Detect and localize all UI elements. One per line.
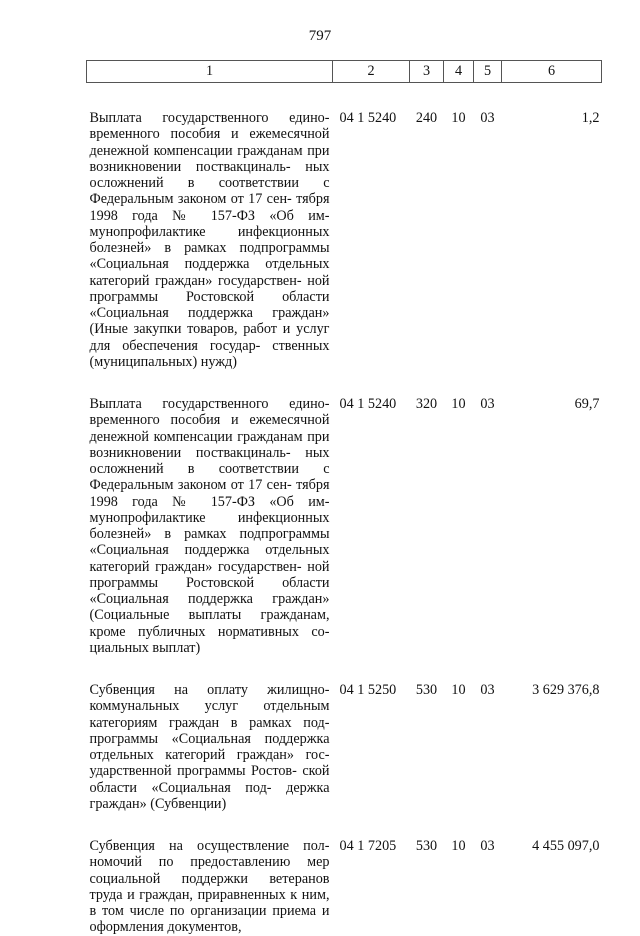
description-line: Федеральным законом от 17 сен- <box>89 477 292 494</box>
row-subsection: 03 <box>480 110 495 126</box>
description-line: программы «Социальная поддержка <box>89 730 330 747</box>
row-amount: 3 629 376,8 <box>532 682 600 698</box>
description-line: номочий по предоставлению мер <box>89 854 330 871</box>
column-header-4: 4 <box>444 61 474 83</box>
row-description <box>87 656 333 812</box>
row-section: 10 <box>451 682 466 698</box>
description-line: временного пособия и ежемесячной <box>89 126 330 143</box>
description-line: Федеральным законом от 17 сен- <box>89 191 292 208</box>
description-line: мунопрофилактике инфекционных <box>89 509 330 526</box>
description-line: ударственной программы Ростов- <box>89 763 297 780</box>
description-line: категориям граждан в рамках под- <box>89 714 330 731</box>
description-line: труда и граждан, приравненных к <box>89 886 298 903</box>
row-code: 04 1 5240 <box>339 110 397 126</box>
description-line: приема и оформления документов, <box>89 903 330 936</box>
description-line: мунопрофилактике инфекционных <box>89 223 330 240</box>
description-line: Субвенция на осуществление пол- <box>89 838 330 854</box>
column-header-3: 3 <box>410 61 444 83</box>
description-line: болезней» в рамках подпрограммы <box>89 240 330 256</box>
row-amount: 4 455 097,0 <box>532 838 600 854</box>
description-line: ской области «Социальная под- <box>89 763 330 796</box>
description-line: коммунальных услуг отдельным <box>89 698 330 715</box>
row-section: 10 <box>451 396 466 412</box>
description-line: Выплата государственного едино- <box>89 110 330 126</box>
description-line: социальной поддержки ветеранов <box>89 870 330 887</box>
table-row <box>87 370 602 656</box>
description-line: ной программы Ростовской области <box>89 272 330 305</box>
row-section: 10 <box>451 838 466 854</box>
description-line: Субвенция на оплату жилищно- <box>89 682 330 698</box>
description-line: ним, в том числе по организации <box>89 886 330 919</box>
description-line: услуг для обеспечения государ- <box>89 321 330 354</box>
description-line: при возникновении поствакциналь- <box>89 428 330 461</box>
description-line: отдельных категорий граждан» гос- <box>89 747 330 763</box>
column-header-1: 1 <box>87 61 333 83</box>
row-subsection: 03 <box>480 682 495 698</box>
description-line: категорий граждан» государствен- <box>89 558 302 575</box>
description-line: ных осложнений в соответствии с <box>89 158 330 191</box>
table-row <box>87 812 602 936</box>
table-header-row <box>87 61 602 83</box>
description-line: циальных выплат) <box>89 639 201 656</box>
row-expense-type: 530 <box>415 838 438 854</box>
description-line: денежной компенсации гражданам <box>89 142 303 159</box>
row-expense-type: 320 <box>415 396 438 412</box>
row-amount: 1,2 <box>581 110 600 126</box>
row-description <box>87 812 333 936</box>
description-line: ной программы Ростовской области <box>89 558 330 591</box>
row-description <box>87 370 333 656</box>
column-header-6: 6 <box>502 61 602 83</box>
row-expense-type: 240 <box>415 110 438 126</box>
row-expense-type: 530 <box>415 682 438 698</box>
description-line: «Социальная поддержка отдельных <box>89 542 330 559</box>
description-line: ственных (муниципальных) нужд) <box>89 337 330 370</box>
description-line: категорий граждан» государствен- <box>89 272 302 289</box>
description-line: кроме публичных нормативных со- <box>89 623 330 640</box>
row-subsection: 03 <box>480 396 495 412</box>
description-line: ных осложнений в соответствии с <box>89 444 330 477</box>
column-header-5: 5 <box>474 61 502 83</box>
row-subsection: 03 <box>480 838 495 854</box>
table-row <box>87 83 602 371</box>
description-line: болезней» в рамках подпрограммы <box>89 526 330 542</box>
row-description <box>87 83 333 371</box>
page-number: 797 <box>308 28 332 44</box>
description-line: Выплата государственного едино- <box>89 396 330 412</box>
description-line: при возникновении поствакциналь- <box>89 142 330 175</box>
description-line: «Социальная поддержка граждан» <box>89 305 330 321</box>
description-line: денежной компенсации гражданам <box>89 428 303 445</box>
description-line: тября 1998 года № 157-ФЗ «Об им- <box>89 477 330 510</box>
description-line: (Социальные выплаты гражданам, <box>89 607 330 624</box>
description-line: «Социальная поддержка граждан» <box>89 591 330 607</box>
description-line: (Иные закупки товаров, работ и <box>89 321 291 338</box>
table-body <box>87 83 602 936</box>
row-code: 04 1 5240 <box>339 396 397 412</box>
description-line: держка граждан» (Субвенции) <box>89 779 330 812</box>
budget-table <box>86 60 602 936</box>
row-code: 04 1 7205 <box>339 838 397 854</box>
column-header-2: 2 <box>333 61 410 83</box>
description-line: «Социальная поддержка отдельных <box>89 256 330 273</box>
description-line: временного пособия и ежемесячной <box>89 412 330 429</box>
row-code: 04 1 5250 <box>339 682 397 698</box>
row-section: 10 <box>451 110 466 126</box>
row-amount: 69,7 <box>574 396 600 412</box>
table-row <box>87 656 602 812</box>
description-line: тября 1998 года № 157-ФЗ «Об им- <box>89 191 330 224</box>
